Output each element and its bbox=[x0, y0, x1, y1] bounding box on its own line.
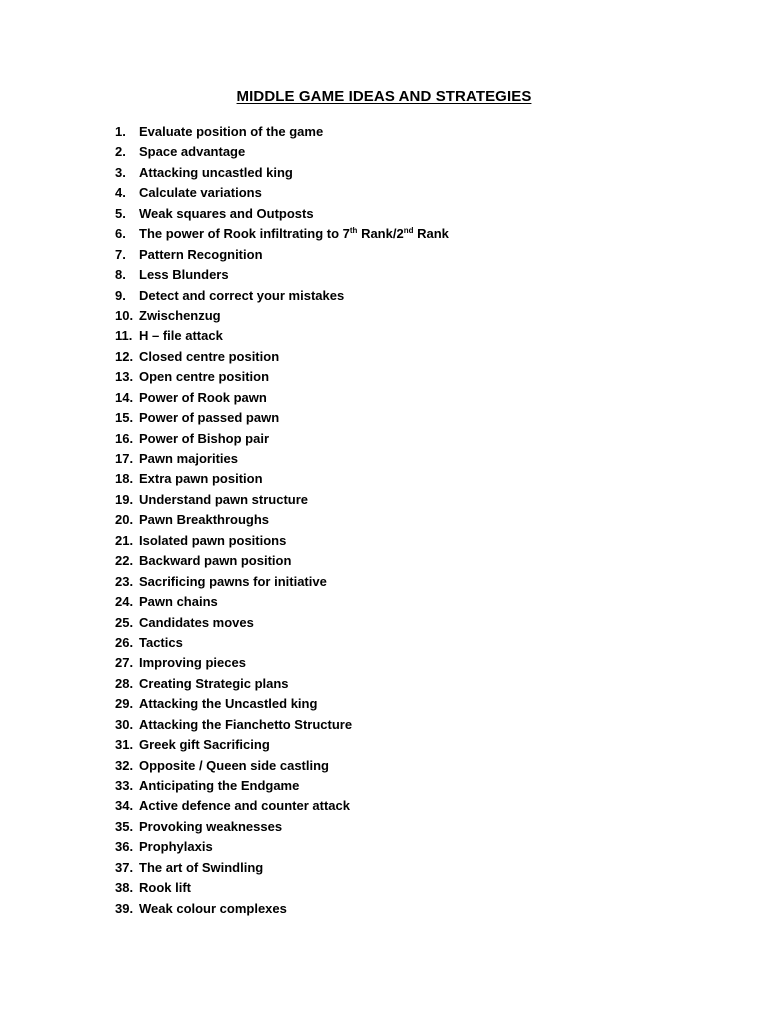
list-item bbox=[115, 408, 449, 428]
list-item bbox=[115, 735, 449, 755]
list-item-text: Understand pawn structure bbox=[139, 491, 309, 507]
list-item bbox=[115, 899, 449, 919]
list-item-text: Rook lift bbox=[139, 880, 191, 896]
list-item-number: 18. bbox=[115, 471, 134, 487]
list-item bbox=[115, 653, 449, 673]
list-item-number: 3. bbox=[115, 164, 126, 180]
list-item-number: 20. bbox=[115, 512, 134, 528]
list-item-number: 23. bbox=[115, 573, 134, 589]
list-item bbox=[115, 756, 449, 776]
list-item bbox=[115, 245, 449, 265]
list-item bbox=[115, 674, 449, 694]
list-item-number: 7. bbox=[115, 246, 126, 262]
list-item-number: 26. bbox=[115, 634, 134, 650]
list-item-text: Evaluate position of the game bbox=[139, 124, 324, 139]
superscript: nd bbox=[403, 226, 414, 236]
list-item-text: Weak colour complexes bbox=[139, 900, 287, 916]
list-item-number: 35. bbox=[115, 818, 134, 834]
list-item bbox=[115, 592, 449, 612]
list-item-number: 14. bbox=[115, 389, 134, 405]
list-item-text: Zwischenzug bbox=[139, 307, 221, 323]
list-item-text: Detect and correct your mistakes bbox=[139, 287, 345, 303]
list-item bbox=[115, 265, 449, 285]
list-item-number: 31. bbox=[115, 737, 134, 753]
list-item-text: Opposite / Queen side castling bbox=[139, 757, 329, 773]
list-item-text: Calculate variations bbox=[139, 185, 262, 201]
list-item-text: Sacrificing pawns for initiative bbox=[139, 573, 327, 589]
list-item bbox=[115, 469, 449, 489]
list-item bbox=[115, 858, 449, 878]
list-item-number: 25. bbox=[115, 614, 134, 630]
list-item-text: Improving pieces bbox=[139, 655, 246, 671]
list-item bbox=[115, 429, 449, 449]
list-item-number: 4. bbox=[115, 185, 126, 201]
list-item bbox=[115, 224, 449, 244]
superscript: th bbox=[349, 226, 358, 236]
list-item-number: 2. bbox=[115, 144, 126, 160]
text-segment: Rank/2 bbox=[357, 226, 404, 242]
list-item-text: Power of Bishop pair bbox=[139, 430, 270, 446]
list-item-number: 21. bbox=[115, 532, 134, 548]
list-item bbox=[115, 633, 449, 653]
list-item-text: Power of Rook pawn bbox=[139, 389, 267, 405]
list-item bbox=[115, 817, 449, 837]
list-item bbox=[115, 878, 449, 898]
list-item-number: 22. bbox=[115, 553, 134, 569]
list-item bbox=[115, 776, 449, 796]
list-item bbox=[115, 551, 449, 571]
list-item-text: Prophylaxis bbox=[139, 839, 213, 855]
list-item-number: 28. bbox=[115, 675, 134, 691]
list-item bbox=[115, 183, 449, 203]
list-item-number: 9. bbox=[115, 287, 126, 303]
list-item-number: 13. bbox=[115, 369, 134, 385]
list-item-text: Greek gift Sacrificing bbox=[139, 737, 270, 753]
list-item-number: 5. bbox=[115, 205, 126, 221]
list-item-text: Tactics bbox=[139, 634, 183, 650]
list-item bbox=[115, 286, 449, 306]
list-item bbox=[115, 490, 449, 510]
list-item-number: 6. bbox=[115, 226, 126, 242]
list-item-number: 33. bbox=[115, 778, 134, 793]
list-item bbox=[115, 715, 449, 735]
list-item-number: 29. bbox=[115, 696, 134, 712]
list-item-text: Pawn majorities bbox=[139, 451, 238, 466]
list-item-text: Space advantage bbox=[139, 144, 246, 160]
list-item-text: Closed centre position bbox=[139, 348, 280, 364]
list-item-text: Weak squares and Outposts bbox=[139, 205, 314, 221]
list-item-number: 27. bbox=[115, 655, 134, 671]
list-item bbox=[115, 572, 449, 592]
list-item-number: 38. bbox=[115, 880, 134, 896]
list-item bbox=[115, 837, 449, 857]
list-item-text: The art of Swindling bbox=[139, 859, 264, 875]
strategy-list bbox=[115, 122, 449, 919]
list-item-text: H – file attack bbox=[139, 328, 223, 344]
list-item-number: 1. bbox=[115, 124, 126, 139]
list-item-text: Attacking the Uncastled king bbox=[139, 696, 318, 712]
list-item-text: Pawn Breakthroughs bbox=[139, 512, 270, 528]
text-segment: The power of Rook infiltrating to 7 bbox=[139, 226, 350, 242]
list-item bbox=[115, 449, 449, 469]
list-item-text: Active defence and counter attack bbox=[139, 798, 350, 814]
list-item-text: Pattern Recognition bbox=[139, 246, 263, 262]
list-item-number: 16. bbox=[115, 430, 134, 446]
list-item-text: Pawn chains bbox=[139, 594, 218, 610]
list-item bbox=[115, 347, 449, 367]
list-item-number: 36. bbox=[115, 839, 134, 855]
list-item bbox=[115, 163, 449, 183]
list-item-text: Attacking uncastled king bbox=[139, 164, 293, 180]
list-item-number: 12. bbox=[115, 348, 134, 364]
list-item bbox=[115, 367, 449, 387]
list-item-text: Attacking the Fianchetto Structure bbox=[139, 716, 353, 732]
list-item bbox=[115, 796, 449, 816]
list-item-text bbox=[139, 224, 449, 244]
list-item-text: Open centre position bbox=[139, 369, 270, 385]
list-item-text: Backward pawn position bbox=[139, 553, 292, 569]
list-item-text: Candidates moves bbox=[139, 614, 254, 630]
list-item bbox=[115, 306, 449, 326]
list-item-number: 37. bbox=[115, 859, 134, 875]
list-item-text: Power of passed pawn bbox=[139, 410, 280, 426]
list-item bbox=[115, 204, 449, 224]
list-item bbox=[115, 694, 449, 714]
list-item bbox=[115, 388, 449, 408]
list-item-text: Less Blunders bbox=[139, 267, 229, 283]
text-segment: Rank bbox=[413, 226, 449, 242]
list-item-number: 30. bbox=[115, 716, 134, 732]
list-item-number: 17. bbox=[115, 451, 134, 466]
list-item-number: 34. bbox=[115, 798, 134, 814]
list-item bbox=[115, 531, 449, 551]
list-item-text: Creating Strategic plans bbox=[139, 675, 289, 691]
list-item-number: 32. bbox=[115, 757, 134, 773]
list-item bbox=[115, 613, 449, 633]
list-item-number: 24. bbox=[115, 594, 134, 610]
page-title: MIDDLE GAME IDEAS AND STRATEGIES bbox=[236, 88, 532, 105]
list-item-number: 11. bbox=[115, 328, 133, 344]
list-item bbox=[115, 326, 449, 346]
list-item-number: 19. bbox=[115, 491, 134, 507]
list-item bbox=[115, 510, 449, 530]
list-item-number: 10. bbox=[115, 307, 134, 323]
list-item-text: Anticipating the Endgame bbox=[139, 778, 300, 793]
list-item-text: Provoking weaknesses bbox=[139, 818, 283, 834]
list-item-text: Isolated pawn positions bbox=[139, 532, 287, 548]
list-item-number: 8. bbox=[115, 267, 126, 283]
list-item-number: 15. bbox=[115, 410, 134, 426]
list-item bbox=[115, 122, 449, 142]
list-item bbox=[115, 142, 449, 162]
list-item-number: 39. bbox=[115, 900, 134, 916]
list-item-text: Extra pawn position bbox=[139, 471, 263, 487]
